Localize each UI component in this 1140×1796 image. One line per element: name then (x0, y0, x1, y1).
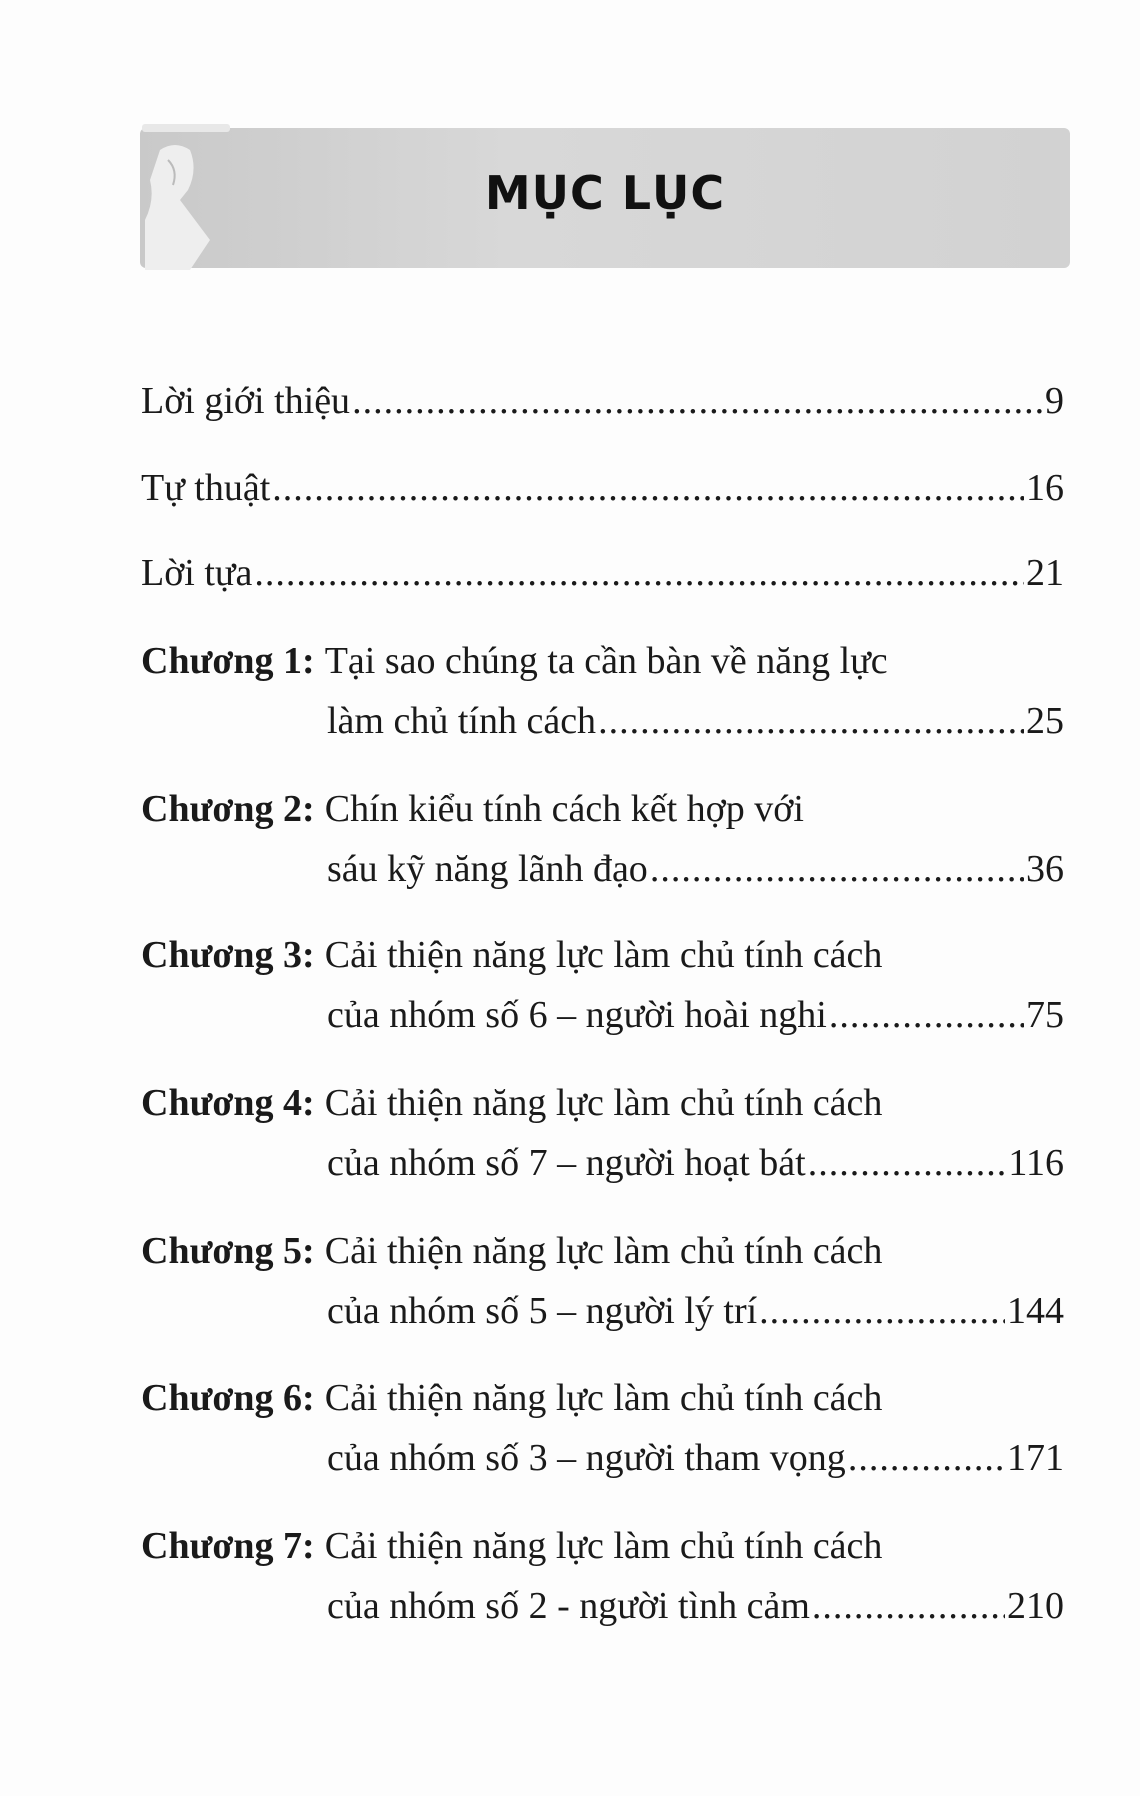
chapter-label: Chương 7: (141, 1525, 315, 1567)
page-number: 116 (1008, 1142, 1064, 1184)
dot-leader (272, 464, 1024, 512)
chapter-heading-line (141, 1522, 1064, 1570)
chapter-title-line1: Cải thiện năng lực làm chủ tính cách (324, 1525, 883, 1567)
chapter-label: Chương 3: (141, 934, 315, 976)
chapter-title-line1: Cải thiện năng lực làm chủ tính cách (324, 1377, 883, 1419)
toc-entry (141, 377, 1064, 425)
page-number: 171 (1007, 1437, 1064, 1479)
chapter-title-line2: sáu kỹ năng lãnh đạo (327, 848, 648, 890)
chapter-title-continuation (327, 1582, 1064, 1630)
chapter-title-line2: của nhóm số 7 – người hoạt bát (327, 1142, 806, 1184)
dot-leader (848, 1434, 1005, 1482)
entry-title: Lời giới thiệu (141, 380, 351, 422)
dot-leader (352, 377, 1043, 425)
chapter-title-line2: làm chủ tính cách (327, 700, 597, 742)
chapter-label: Chương 6: (141, 1377, 315, 1419)
chapter-title-continuation (327, 1139, 1064, 1187)
chapter-title-line2: của nhóm số 5 – người lý trí (327, 1290, 758, 1332)
chapter-title-continuation (327, 1434, 1064, 1482)
chapter-title-line2: của nhóm số 2 - người tình cảm (327, 1585, 810, 1627)
entry-title: Lời tựa (141, 552, 253, 594)
page-number: 16 (1026, 467, 1064, 509)
chapter-heading-line (141, 785, 1064, 833)
chapter-title-continuation (327, 991, 1064, 1039)
page-number: 210 (1007, 1585, 1064, 1627)
chapter-label: Chương 4: (141, 1082, 315, 1124)
chapter-title-line1: Tại sao chúng ta cần bàn về năng lực (324, 640, 888, 682)
page-number: 144 (1007, 1290, 1064, 1332)
page-number: 25 (1026, 700, 1064, 742)
chapter-heading-line (141, 637, 1064, 685)
chapter-label: Chương 2: (141, 788, 315, 830)
page-number: 36 (1026, 848, 1064, 890)
dot-leader (812, 1582, 1005, 1630)
dot-leader (254, 549, 1024, 597)
dot-leader (650, 845, 1024, 893)
page-title: MỤC LỤC (484, 166, 726, 220)
chapter-heading-line (141, 1079, 1064, 1127)
dot-leader (829, 991, 1024, 1039)
chapter-title-line1: Cải thiện năng lực làm chủ tính cách (324, 1230, 883, 1272)
page-number: 21 (1026, 552, 1064, 594)
chapter-heading-line (141, 1227, 1064, 1275)
chapter-title-line2: của nhóm số 6 – người hoài nghi (327, 994, 827, 1036)
toc-entry (141, 464, 1064, 512)
chapter-title-line2: của nhóm số 3 – người tham vọng (327, 1437, 846, 1479)
chapter-title-line1: Chín kiểu tính cách kết hợp với (324, 788, 804, 830)
dot-leader (759, 1287, 1005, 1335)
dot-leader (598, 697, 1024, 745)
chapter-title-line1: Cải thiện năng lực làm chủ tính cách (324, 934, 883, 976)
toc-entry (141, 549, 1064, 597)
chapter-title-continuation (327, 1287, 1064, 1335)
chapter-heading-line (141, 1374, 1064, 1422)
chapter-title-continuation (327, 845, 1064, 893)
page-number: 75 (1026, 994, 1064, 1036)
chapter-heading-line (141, 931, 1064, 979)
page-number: 9 (1045, 380, 1064, 422)
chapter-title-line1: Cải thiện năng lực làm chủ tính cách (324, 1082, 883, 1124)
chapter-label: Chương 5: (141, 1230, 315, 1272)
dot-leader (808, 1139, 1007, 1187)
entry-title: Tự thuật (141, 467, 271, 509)
toc-header-banner (140, 128, 1070, 268)
chapter-title-continuation (327, 697, 1064, 745)
chapter-label: Chương 1: (141, 640, 315, 682)
